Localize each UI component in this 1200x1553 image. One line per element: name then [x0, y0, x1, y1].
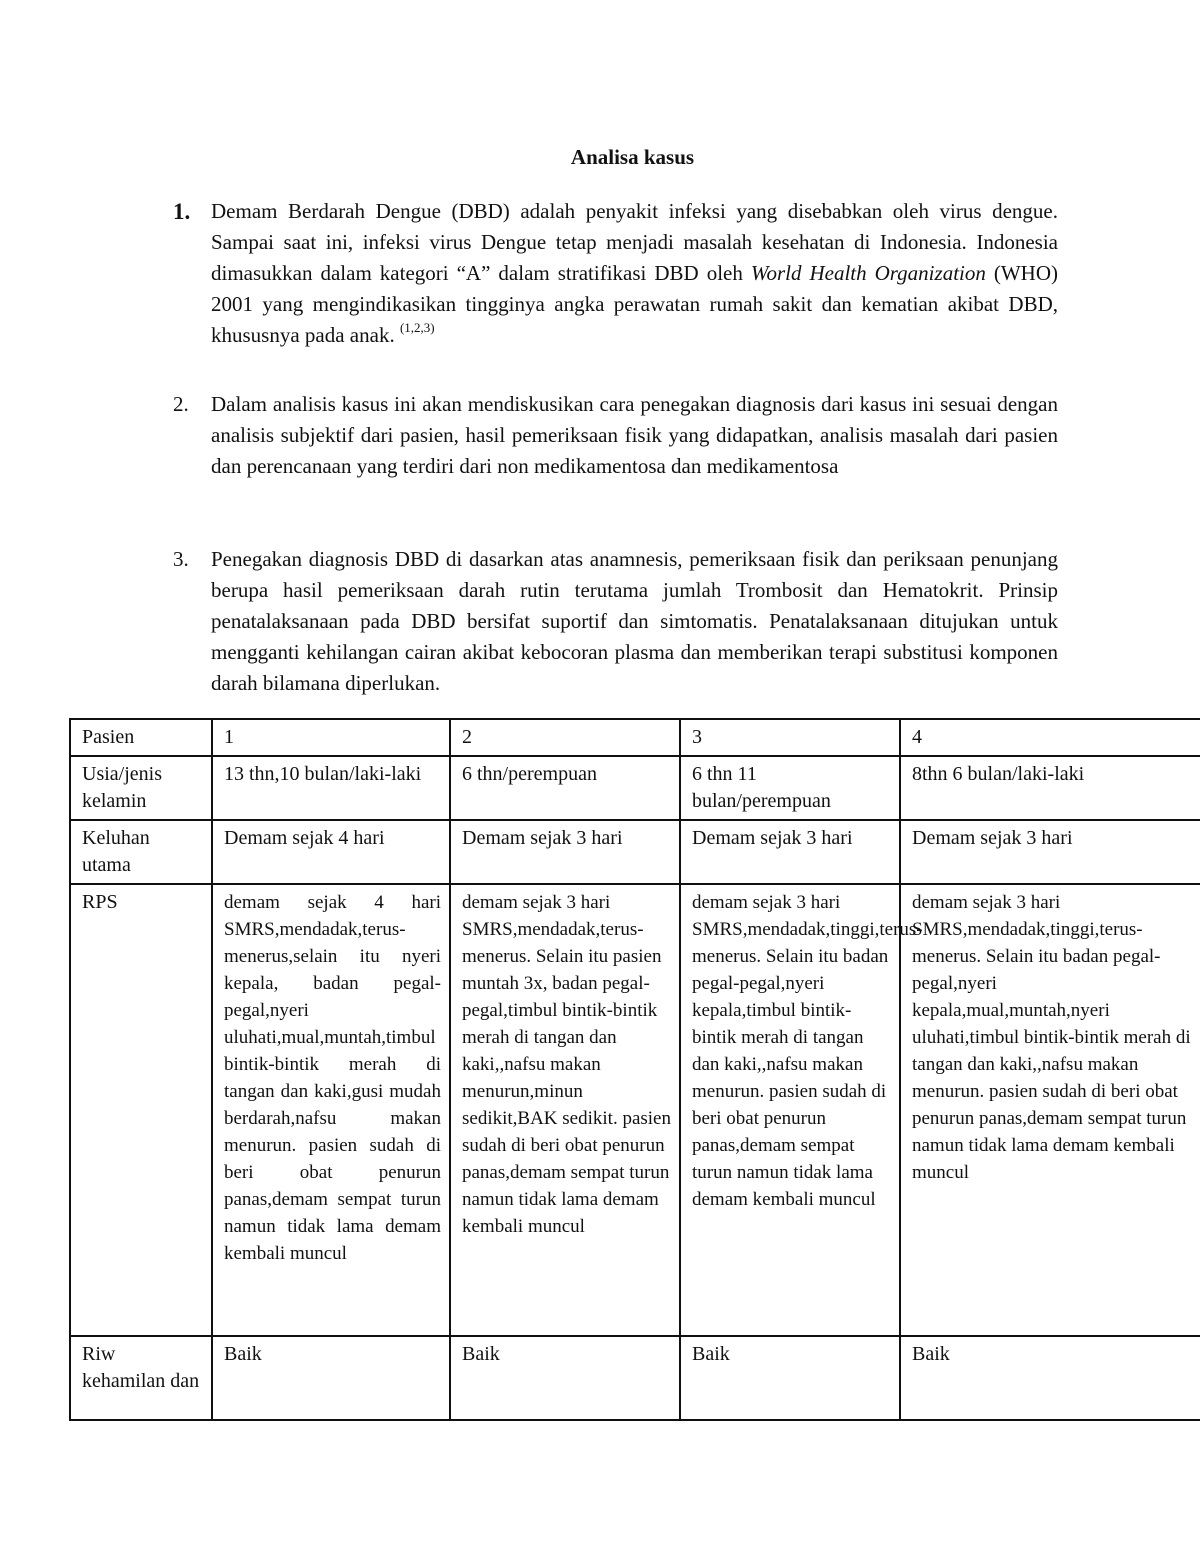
table-header-cell: 2 [450, 719, 680, 756]
table-header-cell: Pasien [70, 719, 212, 756]
table-row [70, 1336, 1200, 1420]
table-header-row [70, 719, 1200, 756]
table-cell: demam sejak 4 hari SMRS,mendadak,terus-menerus,selain itu nyeri kepala, badan pegal-pegal,nyeri uluhati,mual,muntah,timbul bintik-bintik merah di tangan dan kaki,gusi mudah berdarah,nafsu makan menurun. pasien sudah di beri obat penurun panas,demam sempat turun namun tidak lama demam kembali muncul [212, 884, 450, 1336]
row-label: Riw kehamilan dan [70, 1336, 212, 1420]
table-cell: 6 thn/perempuan [450, 756, 680, 820]
paragraph-3-text: Penegakan diagnosis DBD di dasarkan atas anamnesis, pemeriksaan fisik dan periksaan penunjang berupa hasil pemeriksaan darah rutin terutama jumlah Trombosit dan Hematokrit. Prinsip penatalaksanaan pada DBD bersifat suportif dan simtomatis. Penatalaksanaan ditujukan untuk mengganti kehilangan cairan akibat kebocoran plasma dan memberikan terapi substitusi komponen darah bilamana diperlukan. [211, 547, 1058, 695]
row-label: RPS [70, 884, 212, 1336]
table-cell: Baik [680, 1336, 900, 1420]
document-title: Analisa kasus [570, 145, 695, 169]
table-header-cell: 3 [680, 719, 900, 756]
table-cell: Demam sejak 3 hari [680, 820, 900, 884]
paragraph-2-number: 2. [173, 392, 189, 416]
row-label: Usia/jenis kelamin [70, 756, 212, 820]
table-cell: Demam sejak 3 hari [900, 820, 1200, 884]
table-cell: Demam sejak 4 hari [212, 820, 450, 884]
table-cell: Baik [212, 1336, 450, 1420]
paragraph-3 [173, 544, 1058, 699]
patient-case-table [69, 718, 1200, 1421]
table-row [70, 884, 1200, 1336]
paragraph-2 [173, 389, 1058, 482]
row-label: Keluhan utama [70, 820, 212, 884]
table-cell: 8thn 6 bulan/laki-laki [900, 756, 1200, 820]
table-cell: Demam sejak 3 hari [450, 820, 680, 884]
paragraph-3-number: 3. [173, 547, 189, 571]
paragraph-2-text: Dalam analisis kasus ini akan mendiskusikan cara penegakan diagnosis dari kasus ini sesuai dengan analisis subjektif dari pasien, hasil pemeriksaan fisik yang didapatkan, analisis masalah dari pasien dan perencanaan yang terdiri dari non medikamentosa dan medikamentosa [211, 392, 1058, 478]
table-header-cell: 4 [900, 719, 1200, 756]
table-cell: Baik [900, 1336, 1200, 1420]
table-cell: demam sejak 3 hari SMRS,mendadak,tinggi,terus-menerus. Selain itu badan pegal-pegal,nyeri kepala,timbul bintik-bintik merah di tangan dan kaki,,nafsu makan menurun. pasien sudah di beri obat penurun panas,demam sempat turun namun tidak lama demam kembali muncul [680, 884, 900, 1336]
paragraph-1 [173, 196, 1059, 351]
paragraph-1-text-end: (WHO) 2001 yang mengindikasikan tingginya angka perawatan rumah sakit dan kematian akibat DBD, khususnya pada anak. [211, 261, 1059, 347]
paragraph-1-text: Demam Berdarah Dengue (DBD) adalah penyakit infeksi yang disebabkan oleh virus dengue. Sampai saat ini, infeksi virus Dengue tetap menjadi masalah kesehatan di Indonesia. Indonesia dimasukkan dalam kategori “A” dalam stratifikasi DBD oleh [211, 199, 1058, 285]
table-cell: demam sejak 3 hari SMRS,mendadak,tinggi,terus-menerus. Selain itu badan pegal-pegal,nyeri kepala,mual,muntah,nyeri uluhati,timbul bintik-bintik merah di tangan dan kaki,,nafsu makan menurun. pasien sudah di beri obat penurun panas,demam sempat turun namun tidak lama demam kembali muncul [900, 884, 1200, 1336]
paragraph-1-number: 1. [173, 199, 191, 224]
table-cell: 6 thn 11 bulan/perempuan [680, 756, 900, 820]
table-cell: demam sejak 3 hari SMRS,mendadak,terus-menerus. Selain itu pasien muntah 3x, badan pegal-pegal,timbul bintik-bintik merah di tangan dan kaki,,nafsu makan menurun,minun sedikit,BAK sedikit. pasien sudah di beri obat penurun panas,demam sempat turun namun tidak lama demam kembali muncul [450, 884, 680, 1336]
table-row [70, 820, 1200, 884]
table-cell: 13 thn,10 bulan/laki-laki [212, 756, 450, 820]
table-cell: Baik [450, 1336, 680, 1420]
paragraph-1-italic-text: World Health Organization [750, 261, 986, 285]
table-row [70, 756, 1200, 820]
table-header-cell: 1 [212, 719, 450, 756]
citation-superscript: (1,2,3) [399, 320, 435, 335]
